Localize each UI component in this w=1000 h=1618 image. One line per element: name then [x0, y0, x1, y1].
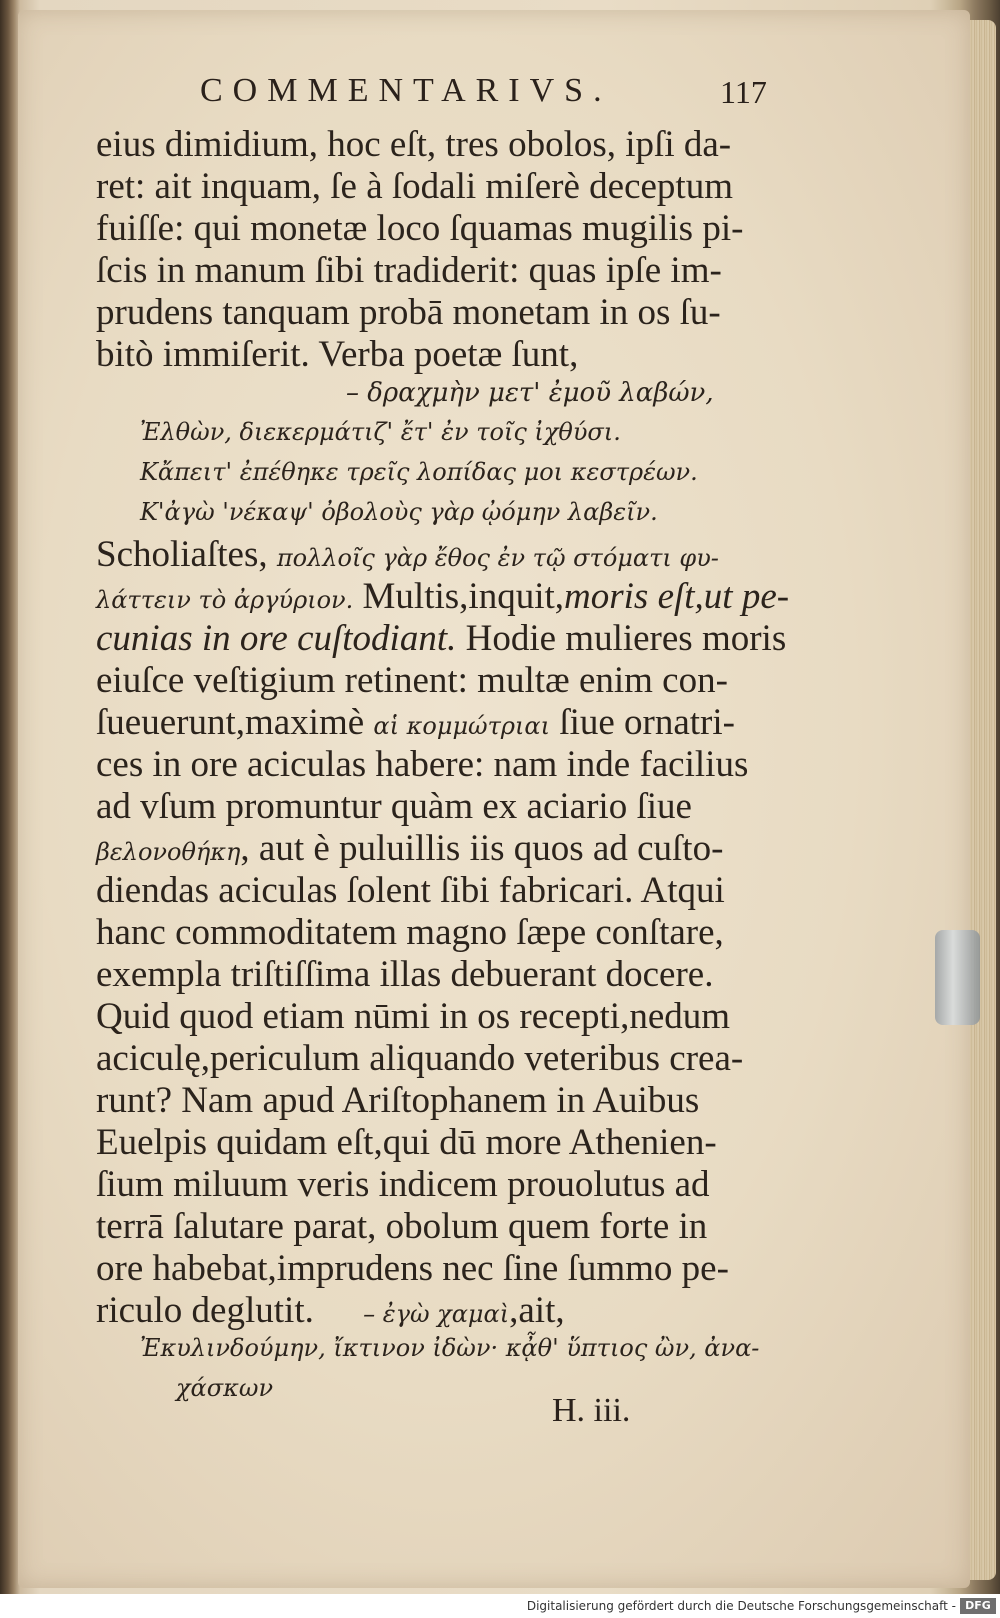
greek-verse-line: Κ'ἀγὼ 'νέκαψ' ὀβολοὺς γὰρ ᾠόμην λαβεῖν. [140, 498, 658, 526]
text-line [96, 620, 786, 657]
text-line: fuiſſe: qui monetæ loco ſquamas mugilis pi- [96, 208, 744, 249]
page-number: 117 [720, 74, 767, 110]
dfg-logo: DFG [960, 1598, 996, 1614]
running-head [200, 72, 800, 112]
greek-verse-line: – δραχμὴν μετ' ἐμοῦ λαβών, [346, 378, 714, 408]
text-line: ſium miluum veris indicem prouolutus ad [96, 1164, 710, 1205]
latin-text: Multis,inquit, [362, 576, 565, 617]
footer-bar [0, 1596, 1000, 1618]
greek-verse-line: Ἐκυλινδούμην, ἴκτινον ἰδὼν· κᾆθ' ὕπτιος ὢν, ἀνα- [140, 1334, 760, 1362]
text-line: prudens tanquam probā monetam in os ſu- [96, 292, 721, 333]
text-line: eius dimidium, hoc eſt, tres obolos, ipſi da- [96, 124, 732, 165]
greek-text: λάττειν τὸ ἀργύριον. [96, 586, 354, 614]
latin-text: Scholiaſtes, [96, 534, 268, 575]
text-line: runt? Nam apud Ariſtophanem in Auibus [96, 1080, 700, 1121]
running-title: COMMENTARIVS. [200, 72, 612, 109]
italic-text: moris eſt,ut pe- [564, 576, 790, 617]
text-line: terrā ſalutare parat, obolum quem forte in [96, 1206, 708, 1247]
metal-clip [935, 930, 980, 1025]
text-line [96, 704, 735, 741]
text-line: bitò immiſerit. Verba poetæ ſunt, [96, 334, 579, 375]
text-line: aciculę,periculum aliquando veteribus crea- [96, 1038, 744, 1079]
greek-verse-line: Ἐλθὼν, διεκερμάτιζ' ἔτ' ἐν τοῖς ἰχθύσι. [140, 418, 621, 446]
latin-text: Hodie mulieres moris [465, 618, 787, 659]
greek-verse-line: Κἄπειτ' ἐπέθηκε τρεῖς λοπίδας μοι κεστρέων. [140, 458, 698, 486]
text-line: ces in ore aciculas habere: nam inde facilius [96, 744, 749, 785]
latin-text: , aut è puluillis iis quos ad cuſto- [240, 828, 724, 869]
text-line: ad vſum promuntur quàm ex aciario ſiue [96, 786, 692, 827]
latin-text: ,ait, [509, 1290, 565, 1331]
text-line: Quid quod etiam nūmi in os recepti,nedum [96, 996, 731, 1037]
latin-text: ſueuerunt,maximè [96, 702, 365, 743]
greek-verse-line: χάσκων [176, 1374, 274, 1402]
greek-text: – ἐγὼ χαμαὶ [363, 1300, 510, 1328]
greek-text: βελονοθήκη [96, 838, 241, 866]
text-line: ore habebat,imprudens nec ſine ſummo pe- [96, 1248, 729, 1289]
italic-text: cunias in ore cuſtodiant. [96, 618, 457, 659]
latin-text: ſiue ornatri- [559, 702, 735, 743]
text-line: ſcis in manum ſibi tradiderit: quas ipſe im- [96, 250, 722, 291]
text-line [96, 578, 789, 615]
text-line: Euelpis quidam eſt,qui dū more Athenien- [96, 1122, 717, 1163]
text-line: hanc commoditatem magno ſæpe conſtare, [96, 912, 724, 953]
text-line [96, 830, 723, 867]
greek-text: πολλοῖς γὰρ ἔθος ἐν τῷ στόματι φυ- [276, 544, 719, 572]
latin-text: riculo deglutit. [96, 1290, 314, 1331]
digitization-credit: Digitalisierung gefördert durch die Deutsche Forschungsgemeinschaft - [526, 1599, 956, 1613]
signature-mark: H. iii. [552, 1392, 631, 1429]
greek-text: αἱ κομμώτριαι [373, 712, 551, 740]
text-line: eiuſce veſtigium retinent: multæ enim con- [96, 660, 728, 701]
text-line: exempla triſtiſſima illas debuerant docere. [96, 954, 714, 995]
text-line [96, 536, 719, 573]
text-line [96, 1292, 565, 1329]
text-line: diendas aciculas ſolent ſibi fabricari. Atqui [96, 870, 725, 911]
text-line: ret: ait inquam, ſe à ſodali miſerè deceptum [96, 166, 733, 207]
